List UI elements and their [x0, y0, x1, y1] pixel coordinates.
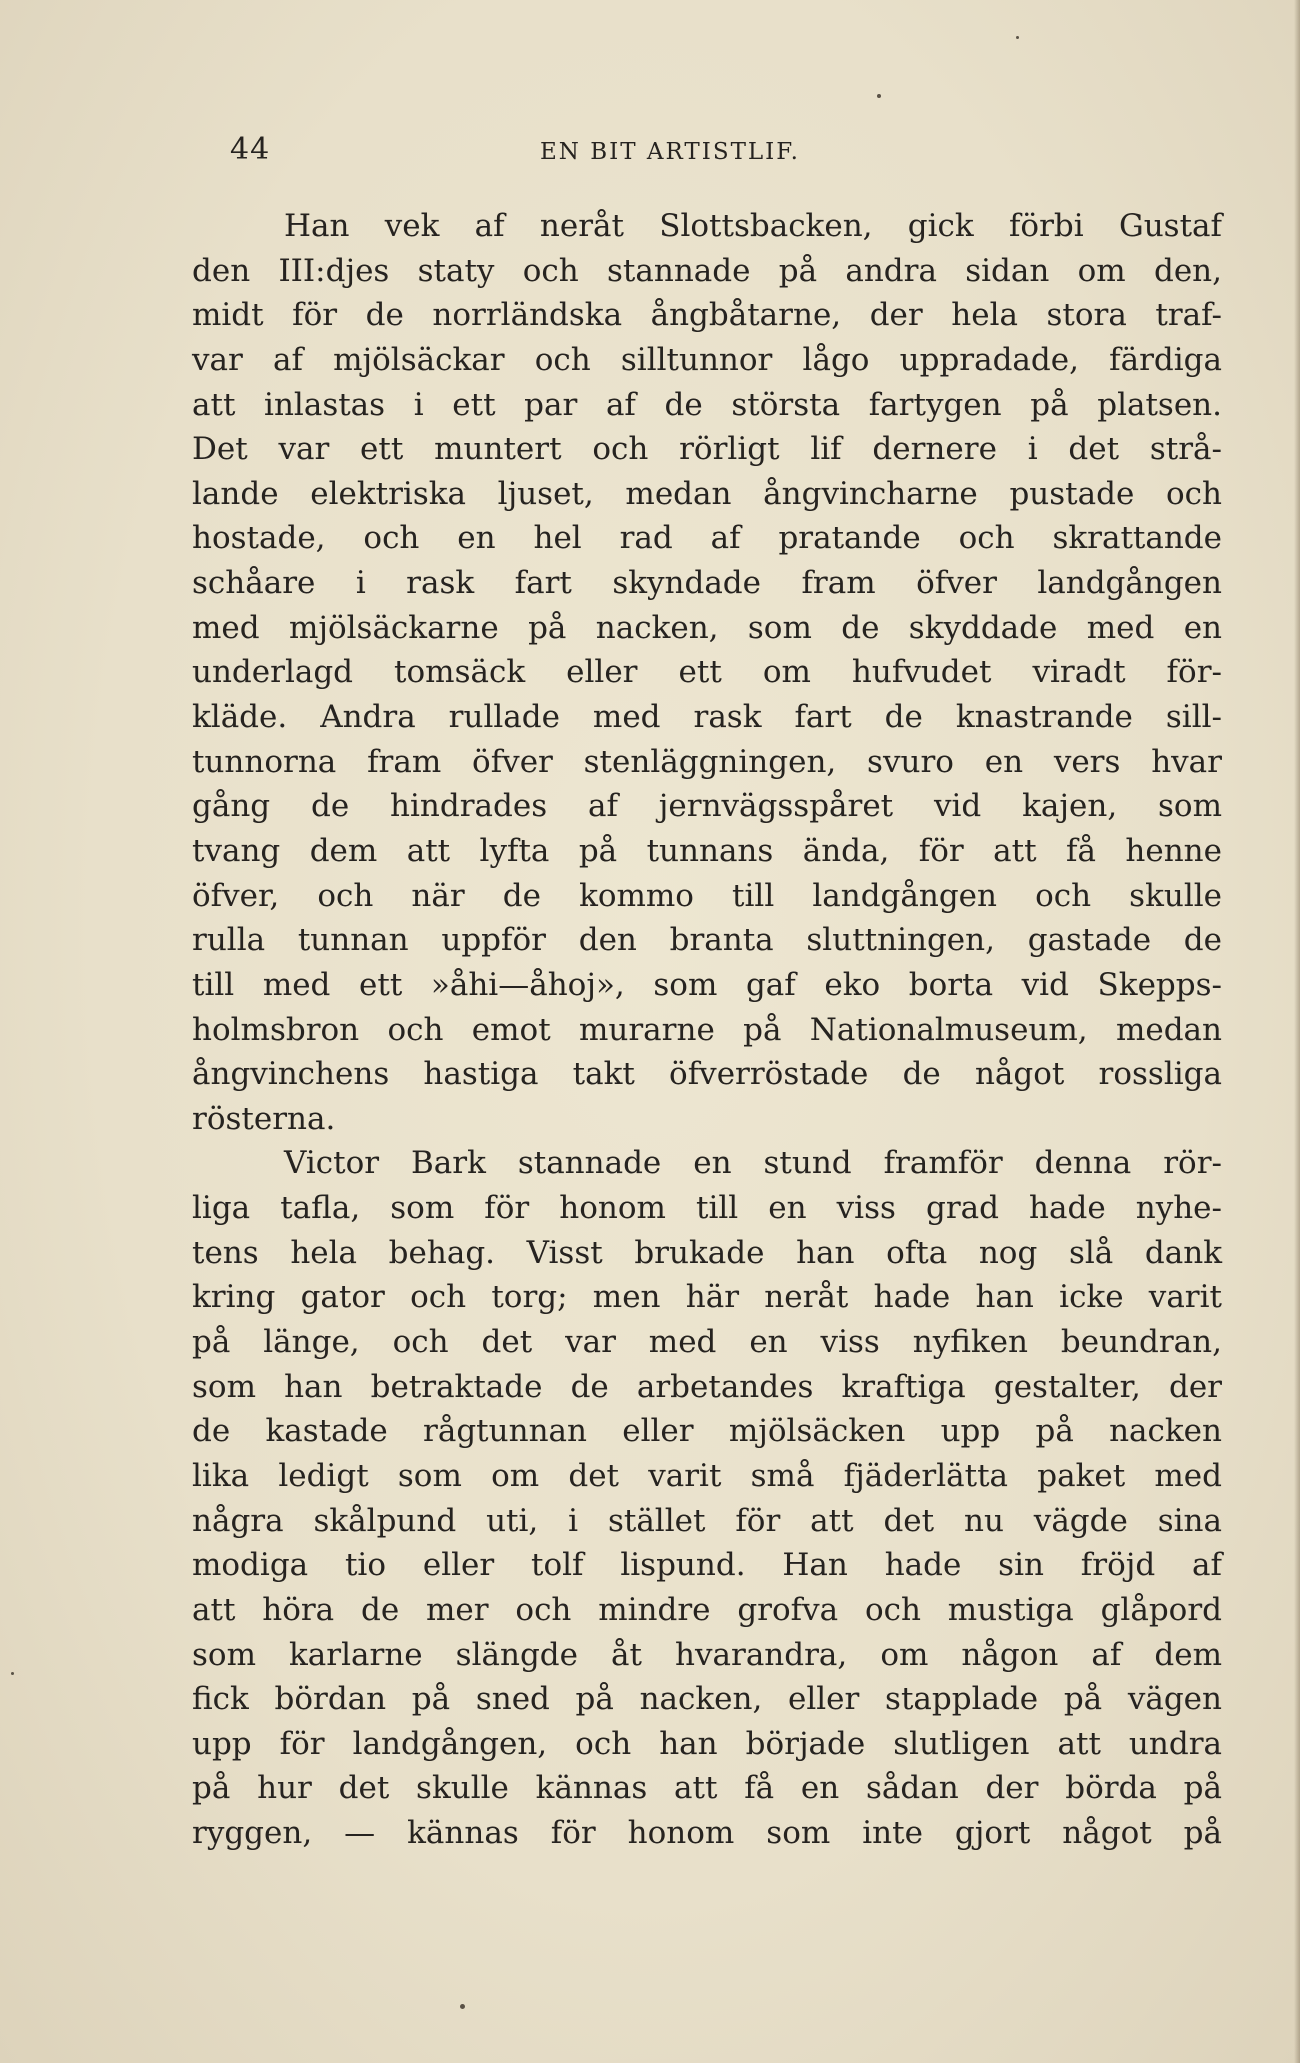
text-line: ångvinchens hastiga takt öfverröstade de något rossliga [192, 1056, 1222, 1093]
text-line: Victor Bark stannade en stund framför denna rör- [284, 1145, 1222, 1182]
paper-speck [877, 94, 881, 98]
paper-speck [1016, 36, 1019, 39]
text-line: tvang dem att lyfta på tunnans ända, för att få henne [192, 832, 1222, 869]
page-edge-shadow [1294, 0, 1300, 2063]
paper-speck [460, 2004, 465, 2009]
text-line: på hur det skulle kännas att få en sådan der börda på [192, 1770, 1222, 1807]
text-line: var af mjölsäckar och silltunnor lågo uppradade, färdiga [192, 341, 1222, 378]
text-line: gång de hindrades af jernvägsspåret vid kajen, som [192, 788, 1222, 825]
text-line: holmsbron och emot murarne på Nationalmuseum, medan [192, 1011, 1222, 1048]
text-line: till med ett »åhi—åhoj», som gaf eko borta vid Skepps- [192, 966, 1222, 1003]
text-line: tunnorna fram öfver stenläggningen, svuro en vers hvar [192, 743, 1222, 780]
text-line: som han betraktade de arbetandes kraftiga gestalter, der [192, 1368, 1222, 1405]
text-line: Det var ett muntert och rörligt lif dernere i det strå- [192, 431, 1222, 468]
text-line: att höra de mer och mindre grofva och mustiga glåpord [192, 1591, 1222, 1628]
text-line: rösterna. [192, 1100, 336, 1137]
text-line: kring gator och torg; men här neråt hade han icke varit [192, 1279, 1222, 1316]
text-line: att inlastas i ett par af de största fartygen på platsen. [192, 386, 1222, 423]
text-line: modiga tio eller tolf lispund. Han hade sin fröjd af [192, 1547, 1222, 1584]
text-line: öfver, och när de kommo till landgången och skulle [192, 877, 1222, 914]
body-text [192, 204, 1222, 1856]
text-line: den III:djes staty och stannade på andra sidan om den, [192, 252, 1222, 289]
text-line: fick bördan på sned på nacken, eller stapplade på vägen [192, 1681, 1222, 1718]
page-header [230, 130, 1222, 170]
text-line: upp för landgången, och han började slutligen att undra [192, 1725, 1222, 1762]
text-line: på länge, och det var med en viss nyfiken beundran, [192, 1324, 1222, 1361]
text-line: hostade, och en hel rad af pratande och skrattande [192, 520, 1222, 557]
text-line: lande elektriska ljuset, medan ångvincharne pustade och [192, 475, 1222, 512]
text-line: de kastade rågtunnan eller mjölsäcken upp på nacken [192, 1413, 1222, 1450]
text-line: tens hela behag. Visst brukade han ofta nog slå dank [192, 1234, 1222, 1271]
text-line: Han vek af neråt Slottsbacken, gick förbi Gustaf [284, 208, 1222, 244]
text-line: liga tafla, som för honom till en viss grad hade nyhe- [192, 1190, 1222, 1227]
text-line: rulla tunnan uppför den branta sluttningen, gastade de [192, 922, 1222, 959]
text-line: midt för de norrländska ångbåtarne, der hela stora traf- [192, 297, 1222, 334]
text-line: som karlarne slängde åt hvarandra, om någon af dem [192, 1636, 1222, 1673]
text-line: med mjölsäckarne på nacken, som de skyddade med en [192, 609, 1222, 646]
text-line: lika ledigt som om det varit små fjäderlätta paket med [192, 1457, 1222, 1494]
text-line: ryggen, — kännas för honom som inte gjort något på [192, 1815, 1222, 1852]
text-line: underlagd tomsäck eller ett om hufvudet viradt för- [192, 654, 1222, 691]
running-title: EN BIT ARTISTLIF. [540, 139, 800, 165]
text-line: kläde. Andra rullade med rask fart de knastrande sill- [192, 699, 1222, 736]
page-number: 44 [230, 132, 271, 167]
paper-speck [11, 1672, 14, 1675]
text-line: några skålpund uti, i stället för att det nu vägde sina [192, 1502, 1222, 1539]
text-line: schåare i rask fart skyndade fram öfver landgången [192, 565, 1222, 602]
